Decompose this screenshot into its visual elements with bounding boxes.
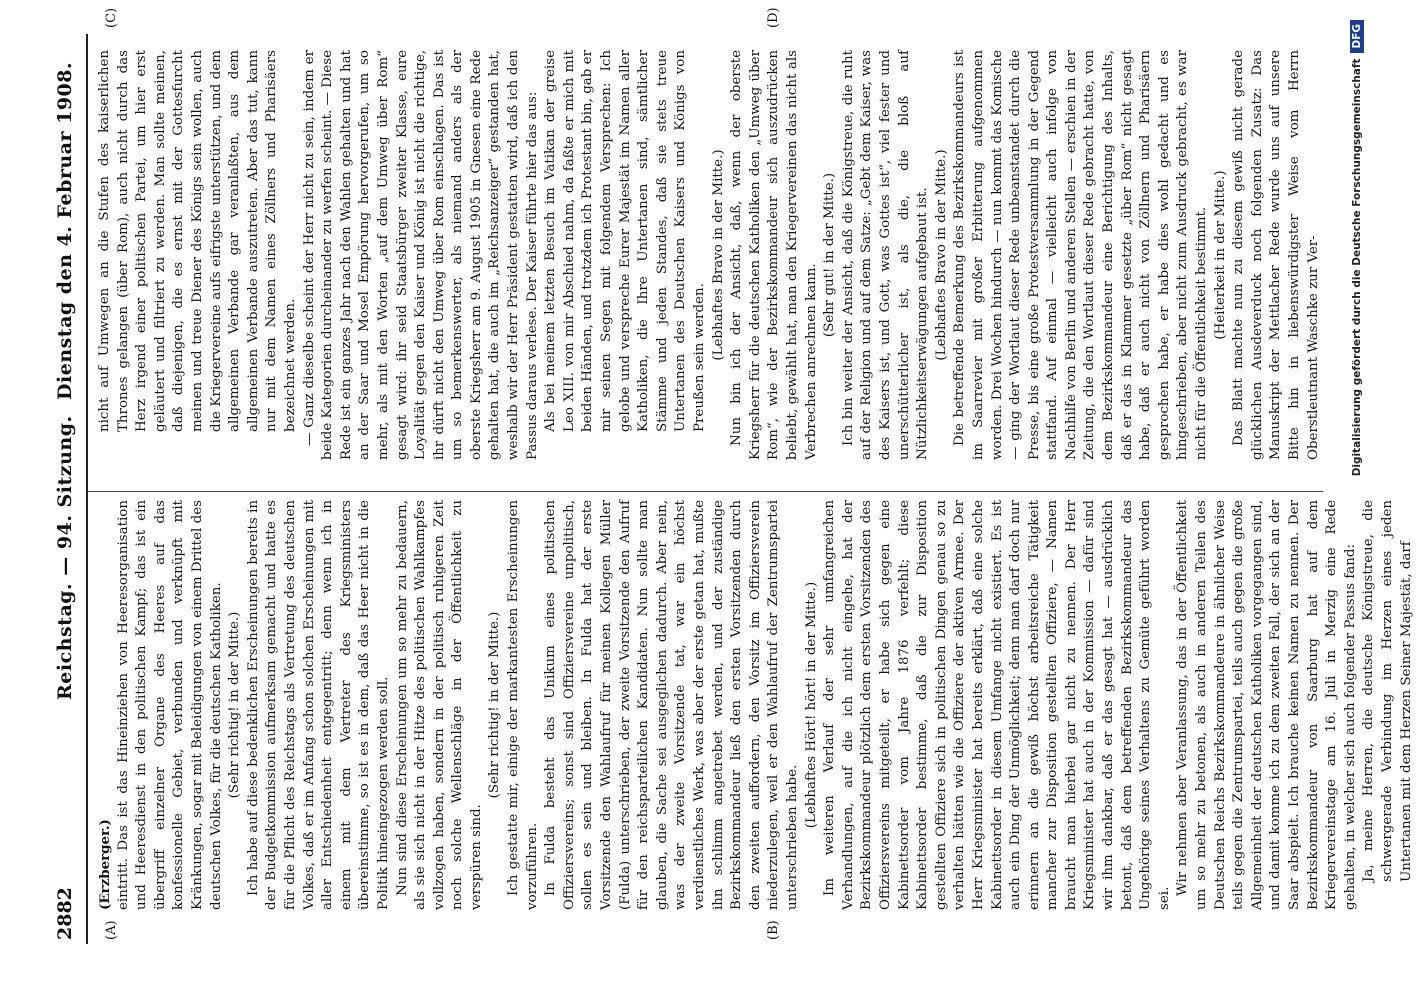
header-right-title: Dienstag den 4. Februar 1908. <box>54 61 76 400</box>
left-column <box>96 500 1416 910</box>
paragraph: Ich gestatte mir, einige der markantesten Erscheinungen vorzuführen. <box>506 500 540 910</box>
paragraph: Ich habe auf diese bedenklichen Erscheinungen bereits in der Budgetkommission aufmerksam gemacht und hatte es für die Pflicht des Reichstags als Vertretung des deutschen Volkes, daß er im Anfang schon solchen Erscheinungen mit aller Entschiedenheit entgegentritt; denn wenn ich in einem mit dem Vertreter des Kriegsministers übereinstimme, so ist es in dem, daß das Heer nicht in die Politik hineingezogen werden soll. <box>245 500 391 910</box>
page-header <box>54 0 84 1000</box>
paragraph: Ich bin weiter der Ansicht, daß die Königstreue, die ruht auf der Religion und auf dem Satze: „Gebt dem Kaiser, was des Kaisers ist, und Gott, was Gottes ist“, viel fester und unerschütterlicher ist, als die, die bloß auf Nützlichkeitserwägungen aufgebaut ist. <box>840 50 931 460</box>
interjection: (Sehr richtig! in der Mitte.) <box>227 611 243 799</box>
interjection: (Sehr gut! in der Mitte.) <box>822 172 838 338</box>
interjection: (Lebhaftes Bravo in der Mitte.) <box>933 149 949 361</box>
interjection: (Lebhaftes Bravo in der Mitte.) <box>710 149 726 361</box>
page-number: 2882 <box>54 887 76 940</box>
credit-text: Digitalisierung gefördert durch die Deutsche Forschungsgemeinschaft <box>1351 58 1363 477</box>
paragraph: Wir nehmen aber Veranlassung, das in der Öffentlichkeit um so mehr zu betonen, als auch in anderen Teilen des Deutschen Reichs Bezirkskommandeure in ähnlicher Weise teils gegen die Zentrumspartei, teils auch gegen die große Allgemeinheit der deutschen Katholiken vorgegangen sind, und damit komme ich zu dem zweiten Fall, der sich an der Saar abspielt. Ich brauche keinen Namen zu nennen. Der Bezirkskommandeur von Saarburg hat auf dem Kriegervereinstage am 16. Juli in Merzig eine Rede gehalten, in welcher sich auch folgender Passus fand: <box>1175 500 1358 910</box>
quotation: Als bei meinem letzten Besuch im Vatikan der greise Leo XIII. von mir Abschied nahm, da faßte er mich mit beiden Händen, und trotzdem ich Protestant bin, gab er mir seinen Segen mit folgendem Versprechen: Ich gelobe und verspreche Eurer Majestät im Namen aller Katholiken, die Ihre Untertanen sind, sämtlicher Stämme und jeden Standes, daß sie stets treue Untertanen des Deutschen Kaisers und Königs von Preußen sein werden. <box>543 50 707 432</box>
margin-mark-d: (D) <box>766 7 781 28</box>
dfg-logo: DFG <box>1350 20 1364 53</box>
header-rule <box>86 34 88 944</box>
header-left-title: Reichstag. — 94. Sitzung. <box>54 415 76 700</box>
paragraph: Nun bin ich der Ansicht, daß, wenn der oberste Kriegsherr für die deutschen Katholiken den „Umweg über Rom“, wie der Bezirkskommandeur sich auszudrücken beliebt, gewählt hat, man den Kriegervereinen das nicht als Verbrechen anrechnen kann. <box>729 50 819 460</box>
interjection: (Heiterkeit in der Mitte.) <box>1212 170 1228 340</box>
column-divider <box>88 491 1323 492</box>
paragraph: In Fulda besteht das Unikum eines politischen Offiziersvereins; sonst sind Offiziersvereine unpolitisch, sollen es sein und bleiben. In Fulda hat der erste Vorsitzende den Wahlaufruf für meinen Kollegen Müller (Fulda) unterschrieben, der zweite Vorsitzende den Aufruf für den reichsparteilichen Kandidaten. Nun sollte man glauben, die Sache sei ausgeglichen dadurch. Aber nein, was der zweite Vorsitzende tat, war ein höchst verdienstliches Werk, was aber der erste getan hat, mußte ihn schlimm angetrebet werden, und der zuständige Bezirkskommandeur ließ den ersten Vorsitzenden durch den zweiten auffordern, den Vorsitz im Offiziersverein niederzulegen, weil er den Wahlaufruf der Zentrumspartei unterschrieben habe. <box>543 500 800 910</box>
paragraph: — Ganz dieselbe scheint der Herr nicht zu sein, indem er beide Kategorien durcheinander zu werfen scheint. — Diese Rede ist ein ganzes Jahr nach den Wahlen gehalten und hat an der Saar und Mosel Empörung hervorgerufen, um so mehr, als mit den Worten „auf dem Umweg über Rom“ gesagt wird: ihr seid Staatsbürger zweiter Klasse, eure Loyalität gegen den Kaiser und König ist nicht die richtige, ihr dürft nicht den Umweg über Rom einschlagen. Das ist um so bemerkenswerter, als niemand anders als der oberste Kriegsherr am 9. August 1905 in Gnesen eine Rede gehalten hat, die auch im „Reichsanzeiger“ gestanden hat, weshalb wir der Herr Präsident gestatten wird, daß ich den Passus daraus verlese. Der Kaiser führte hier das aus: <box>301 50 540 460</box>
quotation: Ja, meine Herren, die deutsche Königstreue, die schwergerade Verbindung im Herzen eines jeden Untertanen mit dem Herzen Seiner Majestät, darf <box>1361 500 1414 882</box>
paragraph: Nun sind diese Erscheinungen um so mehr zu bedauern, als sie sich nicht in der Hitze des politischen Wahlkampfes vollzogen haben, sondern in der politisch ruhigeren Zeit noch solche Wellenschläge in der Öffentlichkeit zu verspüren sind. <box>394 500 484 910</box>
interjection: (Lebhaftes Hört! hört! in der Mitte.) <box>803 581 819 829</box>
margin-mark-b: (B) <box>766 920 781 940</box>
speaker-name: (Erzberger.) <box>97 819 113 910</box>
right-column <box>96 50 1323 460</box>
digitization-credit <box>1350 20 1364 476</box>
paragraph: Das Blatt machte nun zu diesem gewiß nicht gerade glücklichen Ausdeverduck noch folgenden Zusatz: Das Manuskript der Mettlacher Rede wurde uns auf unsere Bitte hin in liebenswürdigster Weise vom Herrn Oberstleutnant Waschke zur Ver- <box>1231 50 1321 460</box>
paragraph: Die betreffende Bemerkung des Bezirkskommandeurs ist im Saarrevier mit großer Erbitterung aufgenommen worden. Drei Wochen hindurch — nun kommt das Komische — ging der Wortlaut dieser Rede unbeanstandet durch die Presse, bis eine große Protestversammlung in der Gegend stattfand. Auf einmal — vielleicht auch infolge von Nachhilfe von Berlin und anderen Stellen — erschien in der Zeitung, die den Wortlaut dieser Rede gebracht hatte, von dem Bezirkskommandeur eine Berichtigung des Inhalts, daß er das in Klammer gesetzte „über Rom“ nicht gesagt habe, daß er auch nicht von Zöllnern und Pharisäern gesprochen habe, er habe dies wohl gedacht und es hingeschrieben, aber nicht zum Ausdruck gebracht, es war nicht für die Öffentlichkeit bestimmt. <box>952 50 1210 460</box>
margin-mark-c: (C) <box>104 7 119 28</box>
quotation: nicht auf Umwegen an die Stufen des kaiserlichen Thrones gelangen (über Rom), auch nicht durch das Herz irgend einer politischen Partei, um hier erst geläutert und filtriert zu werden. Man sollte meinen, daß diejenigen, die es ernst mit der Gottesfurcht meinen und treue Diener des Königs sein wollen, auch die Kriegervereine aufs eifrigste unterstützen, und dem allgemeinen Verbande gar veranlaßten, aus dem allgemeinen Verbande auszutreten. Aber das tut, kann nur mit dem Namen eines Zöllners und Pharisäers bezeichnet werden. <box>97 50 298 432</box>
paragraph: Im weiteren Verlauf der sehr umfangreichen Verhandlungen, auf die ich nicht eingehe, hat der Bezirkskommandeur plötzlich dem ersten Vorsitzenden des Offiziersvereins mitgeteilt, er habe sich gegen eine Kabinettsorder vom Jahre 1876 verfehlt; diese Kabinettsorder bestimme, daß die zur Disposition gestellten Offiziere sich in politischen Dingen genau so zu verhalten hätten wie die Offiziere der aktiven Armee. Der Herr Kriegsminister hat bereits erklärt, daß eine solche Kabinettsorder in diesem Umfange nicht existiert. Es ist auch ein Ding der Unmöglichkeit; denn man darf doch nur erinnern an die gewiß höchst arbeitsreiche Tätigkeit mancher zur Disposition gestellten Offiziere, — Namen braucht man hierbei gar nicht zu nennen. Der Herr Kriegsminister hat auch in der Kommission — dafür sind wir ihm dankbar, daß er das gesagt hat — ausdrücklich betont, daß dem betreffenden Bezirkskommandeur das Ungehörige seines Verhaltens zu Gemüte geführt worden sei. <box>822 500 1172 910</box>
margin-mark-a: (A) <box>104 920 119 940</box>
paragraph: eintritt. Das ist das Hineinziehen von Heeresorganisation und Heeresdienst in den politischen Kampf; das ist ein übergriff einzelner Organe des Heeres auf das konfessionelle Gebiet, verbunden und verknüpft mit Kränkungen, sogar mit Beleidigungen von einem Drittel des deutschen Volkes, für die deutschen Katholiken. <box>115 500 224 910</box>
interjection: (Sehr richtig! in der Mitte.) <box>487 611 503 799</box>
